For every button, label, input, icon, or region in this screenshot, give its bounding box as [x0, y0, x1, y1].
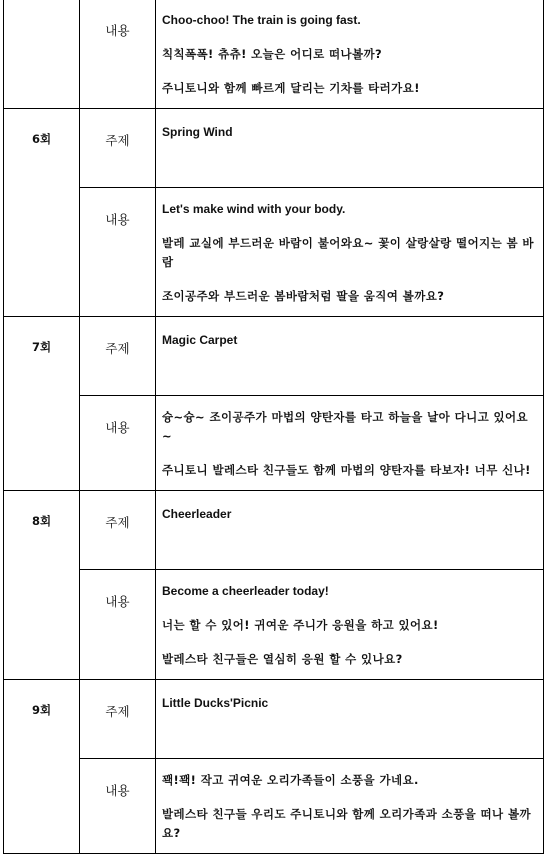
topic-cell: Little Ducks'Picnic — [156, 680, 544, 759]
content-line: 슝~슝~ 조이공주가 마법의 양탄자를 타고 하늘을 날아 다니고 있어요~ — [162, 410, 529, 443]
content-line: 너는 할 수 있어! 귀여운 주니가 응원을 하고 있어요! — [162, 618, 439, 632]
content-line: 꽥!꽥! 작고 귀여운 오리가족들이 소풍을 가네요. — [162, 773, 419, 787]
table-row — [4, 109, 544, 188]
lesson-schedule-table — [3, 0, 544, 854]
topic-label: 주제 — [80, 109, 156, 188]
session-number-cell: 6회 — [4, 109, 80, 317]
table-row — [4, 188, 544, 317]
session-number-cell: 9회 — [4, 680, 80, 854]
content-line: 칙칙폭폭! 츄츄! 오늘은 어디로 떠나볼까? — [162, 47, 383, 61]
topic-label: 주제 — [80, 491, 156, 570]
table-row — [4, 759, 544, 854]
topic-cell: Cheerleader — [156, 491, 544, 570]
table-row — [4, 396, 544, 491]
topic-label: 주제 — [80, 680, 156, 759]
content-line: Let's make wind with your body. — [162, 202, 346, 216]
content-line: 조이공주와 부드러운 봄바람처럼 팔을 움직여 볼까요? — [162, 289, 445, 303]
content-cell — [156, 396, 544, 491]
content-line: 주니토니와 함께 빠르게 달리는 기차를 타러가요! — [162, 81, 420, 95]
content-line: 주니토니 발레스타 친구들도 함께 마법의 양탄자를 타보자! 너무 신나! — [162, 463, 531, 477]
content-label: 내용 — [80, 188, 156, 317]
content-cell — [156, 0, 544, 109]
content-cell — [156, 570, 544, 680]
content-label: 내용 — [80, 396, 156, 491]
content-line: Become a cheerleader today! — [162, 584, 329, 598]
content-line: Choo-choo! The train is going fast. — [162, 13, 361, 27]
session-number-cell — [4, 0, 80, 109]
topic-cell: Spring Wind — [156, 109, 544, 188]
table-row — [4, 317, 544, 396]
topic-cell: Magic Carpet — [156, 317, 544, 396]
topic-label: 주제 — [80, 317, 156, 396]
table-row — [4, 491, 544, 570]
content-cell — [156, 188, 544, 317]
session-number-cell: 7회 — [4, 317, 80, 491]
session-number-cell: 8회 — [4, 491, 80, 680]
content-line: 발레스타 친구들은 열심히 응원 할 수 있나요? — [162, 652, 403, 666]
table-row — [4, 0, 544, 109]
content-line: 발레스타 친구들 우리도 주니토니와 함께 오리가족과 소풍을 떠나 볼까요? — [162, 807, 531, 840]
content-label: 내용 — [80, 570, 156, 680]
content-label: 내용 — [80, 759, 156, 854]
content-line: 발레 교실에 부드러운 바람이 불어와요~ 꽃이 살랑살랑 떨어지는 봄 바람 — [162, 236, 534, 269]
table-row — [4, 570, 544, 680]
content-cell — [156, 759, 544, 854]
content-label: 내용 — [80, 0, 156, 109]
table-row — [4, 680, 544, 759]
